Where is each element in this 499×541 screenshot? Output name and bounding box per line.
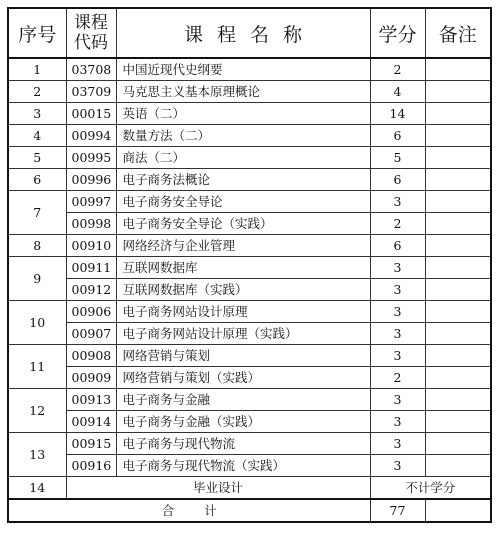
course-note [425, 279, 491, 301]
course-credit: 3 [370, 323, 425, 345]
course-credit: 3 [370, 411, 425, 433]
course-code: 00906 [66, 301, 116, 323]
table-row [8, 81, 491, 103]
course-name: 电子商务网站设计原理（实践） [116, 323, 370, 345]
course-credit: 3 [370, 191, 425, 213]
course-note [425, 433, 491, 455]
table-row [8, 279, 491, 301]
row-number: 11 [8, 345, 66, 389]
header-row [8, 8, 491, 58]
header-note: 备注 [425, 8, 491, 58]
course-credit: 6 [370, 125, 425, 147]
table-row [8, 147, 491, 169]
course-note [425, 235, 491, 257]
course-credit: 3 [370, 455, 425, 477]
course-name: 电子商务与现代物流 [116, 433, 370, 455]
course-note [425, 257, 491, 279]
course-credit: 3 [370, 345, 425, 367]
table-row [8, 213, 491, 235]
course-credit: 14 [370, 103, 425, 125]
row-number: 4 [8, 125, 66, 147]
course-code: 00907 [66, 323, 116, 345]
course-name: 电子商务法概论 [116, 169, 370, 191]
header-no: 序号 [8, 8, 66, 58]
row-number: 3 [8, 103, 66, 125]
course-code: 00996 [66, 169, 116, 191]
table-row [8, 103, 491, 125]
course-code: 00910 [66, 235, 116, 257]
course-name: 数量方法（二） [116, 125, 370, 147]
course-credit: 4 [370, 81, 425, 103]
course-note [425, 191, 491, 213]
header-code [66, 8, 116, 58]
course-code: 00994 [66, 125, 116, 147]
course-name: 电子商务与金融 [116, 389, 370, 411]
course-name: 互联网数据库 [116, 257, 370, 279]
course-note [425, 103, 491, 125]
course-note [425, 323, 491, 345]
course-name: 马克思主义基本原理概论 [116, 81, 370, 103]
course-name: 互联网数据库（实践） [116, 279, 370, 301]
course-code: 00015 [66, 103, 116, 125]
course-name: 网络营销与策划（实践） [116, 367, 370, 389]
course-credit: 3 [370, 257, 425, 279]
course-code: 00912 [66, 279, 116, 301]
row-number: 13 [8, 433, 66, 477]
course-note [425, 367, 491, 389]
course-credit: 2 [370, 367, 425, 389]
row-number: 8 [8, 235, 66, 257]
table-row [8, 455, 491, 477]
thesis-row [8, 477, 491, 500]
course-code: 00908 [66, 345, 116, 367]
course-name: 网络营销与策划 [116, 345, 370, 367]
table-row [8, 191, 491, 213]
course-note [425, 345, 491, 367]
course-code: 00916 [66, 455, 116, 477]
course-note [425, 125, 491, 147]
course-credit: 3 [370, 279, 425, 301]
total-row [8, 499, 491, 522]
header-code-line1: 课程 [74, 13, 108, 33]
course-name: 中国近现代史纲要 [116, 58, 370, 81]
curriculum-table [7, 7, 492, 523]
table-row [8, 125, 491, 147]
course-note [425, 411, 491, 433]
header-credit: 学分 [370, 8, 425, 58]
course-code: 00998 [66, 213, 116, 235]
course-credit: 6 [370, 235, 425, 257]
row-number: 1 [8, 58, 66, 81]
course-credit: 2 [370, 58, 425, 81]
course-name: 电子商务安全导论（实践） [116, 213, 370, 235]
course-note [425, 58, 491, 81]
course-name: 英语（二） [116, 103, 370, 125]
course-note [425, 389, 491, 411]
table-row [8, 433, 491, 455]
header-code-line2: 代码 [74, 33, 108, 53]
course-note [425, 301, 491, 323]
row-number: 9 [8, 257, 66, 301]
course-code: 03708 [66, 58, 116, 81]
table-row [8, 301, 491, 323]
total-label-cell [8, 499, 370, 522]
total-credit: 77 [370, 499, 425, 522]
row-number: 10 [8, 301, 66, 345]
course-code: 00911 [66, 257, 116, 279]
course-name: 电子商务与现代物流（实践） [116, 455, 370, 477]
course-code: 00915 [66, 433, 116, 455]
course-credit: 3 [370, 433, 425, 455]
course-table-body [8, 58, 491, 522]
course-note [425, 213, 491, 235]
thesis-credit-note: 不计学分 [370, 477, 491, 500]
course-credit: 3 [370, 301, 425, 323]
total-label: 合计 [161, 503, 247, 518]
course-name: 电子商务网站设计原理 [116, 301, 370, 323]
row-number: 6 [8, 169, 66, 191]
row-number: 5 [8, 147, 66, 169]
table-row [8, 367, 491, 389]
course-code: 00995 [66, 147, 116, 169]
header-name: 课程名称 [116, 8, 370, 58]
course-code: 00914 [66, 411, 116, 433]
total-note [425, 499, 491, 522]
course-note [425, 147, 491, 169]
course-name: 商法（二） [116, 147, 370, 169]
table-row [8, 257, 491, 279]
course-name: 电子商务与金融（实践） [116, 411, 370, 433]
table-row [8, 345, 491, 367]
table-row [8, 389, 491, 411]
course-code: 00909 [66, 367, 116, 389]
row-number: 12 [8, 389, 66, 433]
course-note [425, 455, 491, 477]
row-number: 2 [8, 81, 66, 103]
course-credit: 6 [370, 169, 425, 191]
table-row [8, 411, 491, 433]
course-code: 00997 [66, 191, 116, 213]
course-credit: 2 [370, 213, 425, 235]
thesis-number: 14 [8, 477, 66, 500]
table-row [8, 323, 491, 345]
course-credit: 5 [370, 147, 425, 169]
course-name: 电子商务安全导论 [116, 191, 370, 213]
thesis-name: 毕业设计 [66, 477, 370, 500]
course-note [425, 169, 491, 191]
table-row [8, 235, 491, 257]
course-note [425, 81, 491, 103]
table-row [8, 169, 491, 191]
table-row [8, 58, 491, 81]
course-code: 03709 [66, 81, 116, 103]
course-code: 00913 [66, 389, 116, 411]
course-credit: 3 [370, 389, 425, 411]
row-number: 7 [8, 191, 66, 235]
course-name: 网络经济与企业管理 [116, 235, 370, 257]
